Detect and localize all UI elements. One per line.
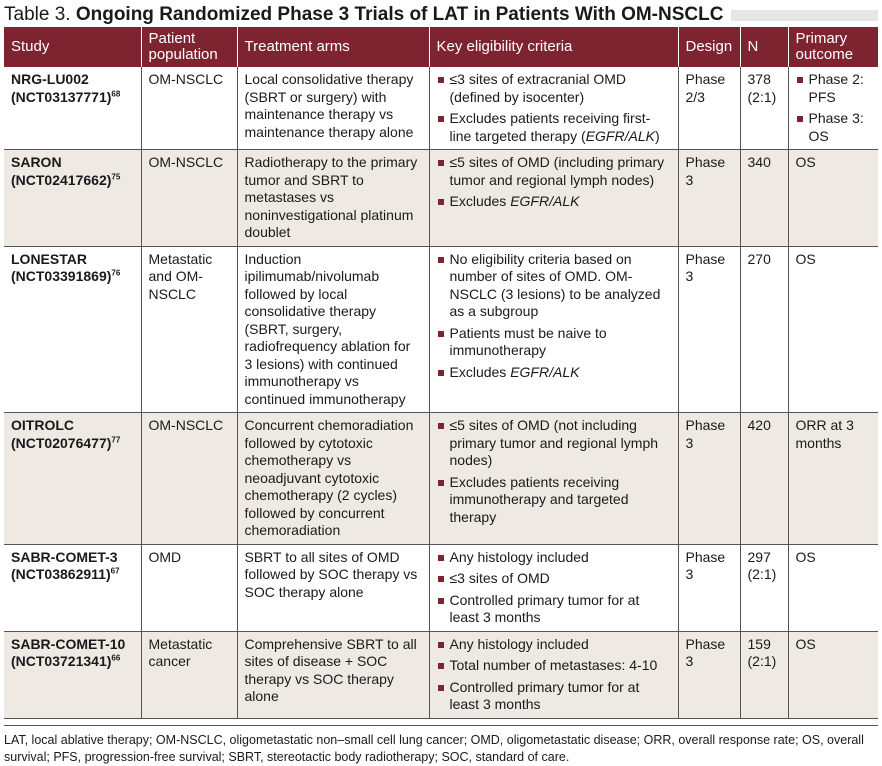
criteria-text: Excludes patients receiving immunotherapy and targeted therapy <box>449 473 629 525</box>
header-design: Design <box>678 27 740 67</box>
table-body <box>4 67 878 718</box>
criteria-text: Any histology included <box>449 548 589 565</box>
criteria-item <box>437 570 671 588</box>
table-row <box>4 413 878 545</box>
cell-study <box>4 67 141 150</box>
criteria-text: No eligibility criteria based on number of sites of OMD. OM-NSCLC (3 lesions) to be analyzed as a subgroup <box>449 250 661 319</box>
header-population: Patient population <box>141 27 237 67</box>
criteria-item <box>437 364 671 382</box>
cell-criteria <box>429 67 678 150</box>
study-id: (NCT02417662) <box>11 171 112 188</box>
header-study: Study <box>4 27 141 67</box>
study-id: (NCT03862911) <box>11 566 111 582</box>
cell-outcome: OS <box>788 544 878 631</box>
criteria-item <box>437 110 671 145</box>
criteria-item <box>437 417 671 470</box>
criteria-text: Excludes <box>449 363 511 380</box>
criteria-gene-text: EGFR/ALK <box>510 363 580 380</box>
cell-outcome: ORR at 3 months <box>788 413 878 545</box>
cell-n: 159 (2:1) <box>740 631 788 718</box>
criteria-item <box>437 679 671 714</box>
criteria-gene-text: EGFR/ALK <box>510 193 580 209</box>
header-n: N <box>740 27 788 67</box>
criteria-item <box>437 193 671 211</box>
criteria-text: Any histology included <box>449 635 589 652</box>
cell-outcome: OS <box>788 631 878 718</box>
criteria-text: ≤3 sites of OMD <box>449 570 550 586</box>
study-name: LONESTAR <box>11 250 87 267</box>
study-id: (NCT03391869) <box>11 268 112 284</box>
criteria-text: Excludes patients receiving first-line targeted therapy ( <box>449 110 651 144</box>
cell-population: Metastatic and OM-NSCLC <box>141 246 237 413</box>
cell-criteria <box>429 246 678 413</box>
criteria-item <box>437 657 671 675</box>
cell-design: Phase 2/3 <box>678 67 740 150</box>
criteria-list <box>437 549 671 627</box>
cell-study <box>4 631 141 718</box>
study-reference: 76 <box>111 268 121 278</box>
cell-n: 297 (2:1) <box>740 544 788 631</box>
table-row <box>4 67 878 150</box>
cell-n: 270 <box>740 246 788 413</box>
study-id: (NCT03721341) <box>11 653 112 669</box>
cell-criteria <box>429 631 678 718</box>
table-row <box>4 150 878 247</box>
criteria-text: Excludes <box>449 193 511 209</box>
study-reference: 68 <box>111 88 121 98</box>
criteria-text: Patients must be naive to immunotherapy <box>449 324 607 358</box>
criteria-text: ≤5 sites of OMD (including primary tumor and regional lymph nodes) <box>449 154 665 188</box>
cell-criteria <box>429 544 678 631</box>
cell-design: Phase 3 <box>678 246 740 413</box>
cell-n: 340 <box>740 150 788 247</box>
criteria-text: ) <box>654 127 660 144</box>
outcome-item: Phase 2: PFS <box>796 71 872 106</box>
cell-criteria <box>429 150 678 247</box>
study-id: (NCT03137771) <box>11 88 112 105</box>
criteria-text: Controlled primary tumor for at least 3 months <box>449 678 640 712</box>
cell-outcome: OS <box>788 246 878 413</box>
criteria-item <box>437 154 671 189</box>
cell-population: OM-NSCLC <box>141 413 237 545</box>
study-reference: 66 <box>111 653 121 663</box>
criteria-text: ≤3 sites of extracranial OMD (defined by isocenter) <box>449 71 627 105</box>
criteria-list <box>437 417 671 526</box>
study-name: SARON <box>11 154 62 170</box>
table-header-row <box>4 27 878 67</box>
cell-arms: Radiotherapy to the primary tumor and SBRT to metastases vs noninvestigational platinum doublet <box>237 150 429 247</box>
cell-population: Metastatic cancer <box>141 631 237 718</box>
outcome-list <box>796 71 872 145</box>
cell-population: OMD <box>141 544 237 631</box>
table-row <box>4 246 878 413</box>
table-row <box>4 544 878 631</box>
table-title <box>4 4 723 26</box>
criteria-item <box>437 325 671 360</box>
table-row <box>4 631 878 718</box>
cell-outcome: OS <box>788 150 878 247</box>
footnote: LAT, local ablative therapy; OM-NSCLC, oligometastatic non–small cell lung cancer; OMD, oligometastatic disease; ORR, overall response rate; OS, overall survival; PFS, progression-free survival; SBRT, stereotactic body radiotherapy; SOC, standard of care. <box>4 725 878 766</box>
cell-design: Phase 3 <box>678 631 740 718</box>
study-name: SABR-COMET-10 <box>11 635 126 652</box>
cell-study <box>4 246 141 413</box>
criteria-item <box>437 636 671 654</box>
study-reference: 67 <box>110 566 120 576</box>
criteria-item <box>437 549 671 567</box>
criteria-list <box>437 636 671 714</box>
header-arms: Treatment arms <box>237 27 429 67</box>
header-outcome: Primary outcome <box>788 27 878 67</box>
cell-design: Phase 3 <box>678 413 740 545</box>
cell-population: OM-NSCLC <box>141 67 237 150</box>
cell-arms: Local consolidative therapy (SBRT or surgery) with maintenance therapy vs maintenance therapy alone <box>237 67 429 150</box>
cell-study <box>4 413 141 545</box>
study-name: NRG-LU002 <box>11 71 89 87</box>
cell-design: Phase 3 <box>678 150 740 247</box>
study-reference: 77 <box>111 434 121 444</box>
criteria-item <box>437 71 671 106</box>
criteria-item <box>437 474 671 527</box>
criteria-gene-text: EGFR/ALK <box>585 127 655 144</box>
cell-n: 378 (2:1) <box>740 67 788 150</box>
cell-arms: Concurrent chemoradiation followed by cytotoxic chemotherapy vs neoadjuvant cytotoxic chemotherapy (2 cycles) followed by concurrent chemoradiation <box>237 413 429 545</box>
criteria-list <box>437 154 671 211</box>
cell-criteria <box>429 413 678 545</box>
criteria-text: Total number of metastases: 4-10 <box>449 657 658 673</box>
outcome-item: Phase 3: OS <box>796 110 872 145</box>
cell-study <box>4 150 141 247</box>
cell-n: 420 <box>740 413 788 545</box>
cell-arms: SBRT to all sites of OMD followed by SOC therapy vs SOC therapy alone <box>237 544 429 631</box>
trials-table <box>4 27 878 719</box>
cell-arms: Induction ipilimumab/nivolumab followed by local consolidative therapy (SBRT, surgery, radiofrequency ablation for 3 lesions) with continued immunotherapy vs continued immunotherapy <box>237 246 429 413</box>
study-name: OITROLC <box>11 417 74 433</box>
cell-design: Phase 3 <box>678 544 740 631</box>
criteria-item <box>437 251 671 321</box>
criteria-item <box>437 592 671 627</box>
study-name: SABR-COMET-3 <box>11 548 118 565</box>
study-reference: 75 <box>111 171 121 181</box>
criteria-list <box>437 251 671 382</box>
criteria-text: ≤5 sites of OMD (not including primary tumor and regional lymph nodes) <box>449 417 659 468</box>
cell-outcome <box>788 67 878 150</box>
cell-arms: Comprehensive SBRT to all sites of disease + SOC therapy vs SOC therapy alone <box>237 631 429 718</box>
header-criteria: Key eligibility criteria <box>429 27 678 67</box>
title-rule <box>731 10 878 21</box>
criteria-text: Controlled primary tumor for at least 3 months <box>449 591 640 625</box>
study-id: (NCT02076477) <box>11 434 112 451</box>
cell-population: OM-NSCLC <box>141 150 237 247</box>
cell-study <box>4 544 141 631</box>
criteria-list <box>437 71 671 145</box>
table-title-row <box>4 3 878 27</box>
table-caption: Ongoing Randomized Phase 3 Trials of LAT in Patients With OM-NSCLC <box>75 4 724 25</box>
table-number: Table 3. <box>4 4 71 25</box>
